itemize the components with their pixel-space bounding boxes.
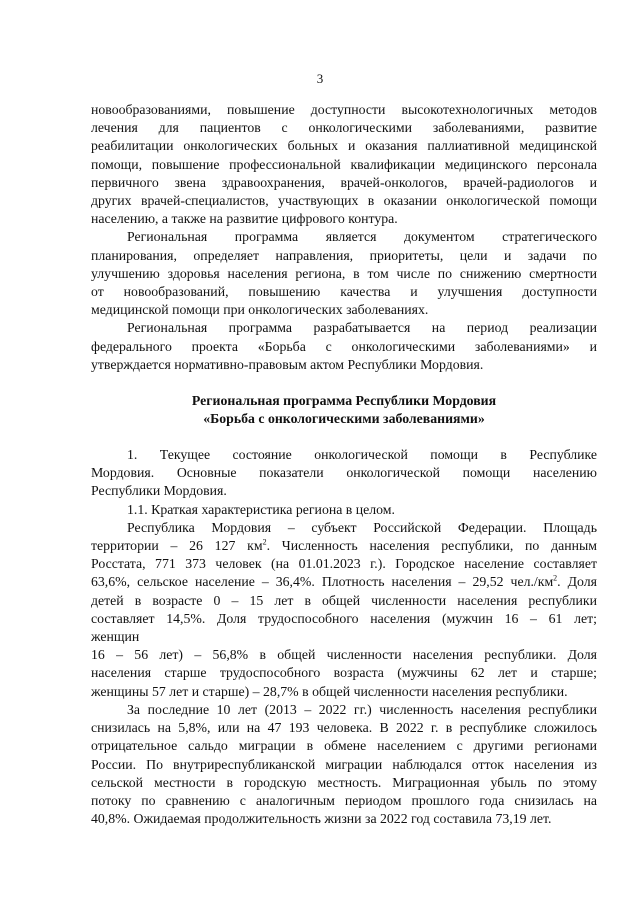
text-line: первичного звена здравоохранения, врачей-онкологов, врачей-радиологов и	[91, 174, 597, 190]
paragraph-program-definition	[91, 228, 597, 319]
text-line: сельской местности в городскую местность. Миграционная убыль по этому	[91, 774, 597, 790]
text-line	[91, 537, 597, 555]
paragraph-population-dynamics	[91, 701, 597, 828]
text-line: женщины 57 лет и старше) – 28,7% в общей численности населения республики.	[91, 683, 568, 699]
section-1-title	[91, 446, 597, 501]
text-line: федерального проекта «Борьба с онкологическими заболеваниями» и	[91, 338, 597, 354]
text-line: от новообразований, повышению качества и улучшения доступности	[91, 284, 597, 300]
text-line: других врачей-специалистов, участвующих в оказании онкологической помощи	[91, 193, 597, 209]
text-line: медицинской помощи при онкологических заболеваниях.	[91, 302, 429, 318]
paragraph-goals	[91, 101, 597, 228]
text-line: детей в возрасте 0 – 15 лет в общей численности населения республики	[91, 592, 597, 608]
text-line: отрицательное сальдо миграции в обмене населением с другими регионами	[91, 738, 597, 754]
text-line: населению, а также на развитие цифрового контура.	[91, 211, 398, 227]
text-line: Росстата, 771 373 человек (на 01.01.2023 г.). Городское население составляет	[91, 556, 597, 572]
text-fragment: 63,6%, сельское население – 36,4%. Плотность населения – 29,52 чел./км	[91, 574, 554, 590]
text-line: лечения для пациентов с онкологическими заболеваниями, развитие	[91, 120, 597, 136]
superscript: 2	[262, 537, 267, 547]
text-line: Мордовия. Основные показатели онкологической помощи населению	[91, 465, 597, 481]
text-line	[91, 573, 597, 591]
superscript: 2	[553, 573, 558, 583]
text-fragment: . Доля	[557, 574, 597, 590]
text-fragment: . Численность населения республики, по данным	[266, 538, 597, 554]
section-heading	[91, 392, 597, 428]
text-line: 16 – 56 лет) – 56,8% в общей численности населения республики. Доля	[91, 647, 597, 663]
paragraph-program-period	[91, 319, 597, 374]
text-line: Региональная программа разрабатывается на период реализации	[127, 320, 597, 336]
text-line: Региональная программа является документом стратегического	[127, 229, 597, 245]
heading-line-1: Региональная программа Республики Мордовия	[191, 393, 497, 409]
text-line: улучшению здоровья населения региона, в том числе по снижению смертности	[91, 265, 597, 281]
text-line: потоку по сравнению с аналогичным периодом прошлого года снизилась на	[91, 792, 597, 808]
text-line: составляет 14,5%. Доля трудоспособного населения (мужчин 16 – 61 лет;	[91, 610, 597, 626]
text-fragment: территории – 26 127 км	[91, 538, 263, 554]
document-body	[91, 101, 597, 828]
text-line: утверждается нормативно-правовым актом Республики Мордовия.	[91, 356, 484, 372]
text-line: реабилитации онкологических больных и оказания паллиативной медицинской	[91, 138, 597, 154]
text-line: 1. Текущее состояние онкологической помощи в Республике	[127, 447, 597, 463]
text-line: планирования, определяет направления, приоритеты, цели и задачи по	[91, 247, 597, 263]
text-line: населения старше трудоспособного возраста (мужчины 62 лет и старше;	[91, 665, 597, 681]
text-line: женщин	[91, 629, 140, 645]
text-line: Республики Мордовия.	[91, 483, 227, 499]
text-line: Республика Мордовия – субъект Российской Федерации. Площадь	[127, 519, 597, 535]
page-number: 3	[316, 71, 324, 86]
text-line: За последние 10 лет (2013 – 2022 гг.) численность населения республики	[127, 701, 597, 717]
text-line: 40,8%. Ожидаемая продолжительность жизни за 2022 год составила 73,19 лет.	[91, 811, 552, 827]
text-line: новообразованиями, повышение доступности высокотехнологичных методов	[91, 102, 597, 117]
text-line: помощи, повышение профессиональной квалификации медицинского персонала	[91, 156, 597, 172]
subsection-title: 1.1. Краткая характеристика региона в целом.	[127, 501, 395, 517]
heading-line-2: «Борьба с онкологическими заболеваниями»	[203, 411, 485, 427]
text-line: снизилась на 5,8%, или на 47 193 человека. В 2022 г. в республике сложилось	[91, 720, 597, 736]
text-line: России. По внутриреспубликанской миграции наблюдался отток населения из	[91, 756, 597, 772]
paragraph-region-characteristics	[91, 519, 597, 701]
